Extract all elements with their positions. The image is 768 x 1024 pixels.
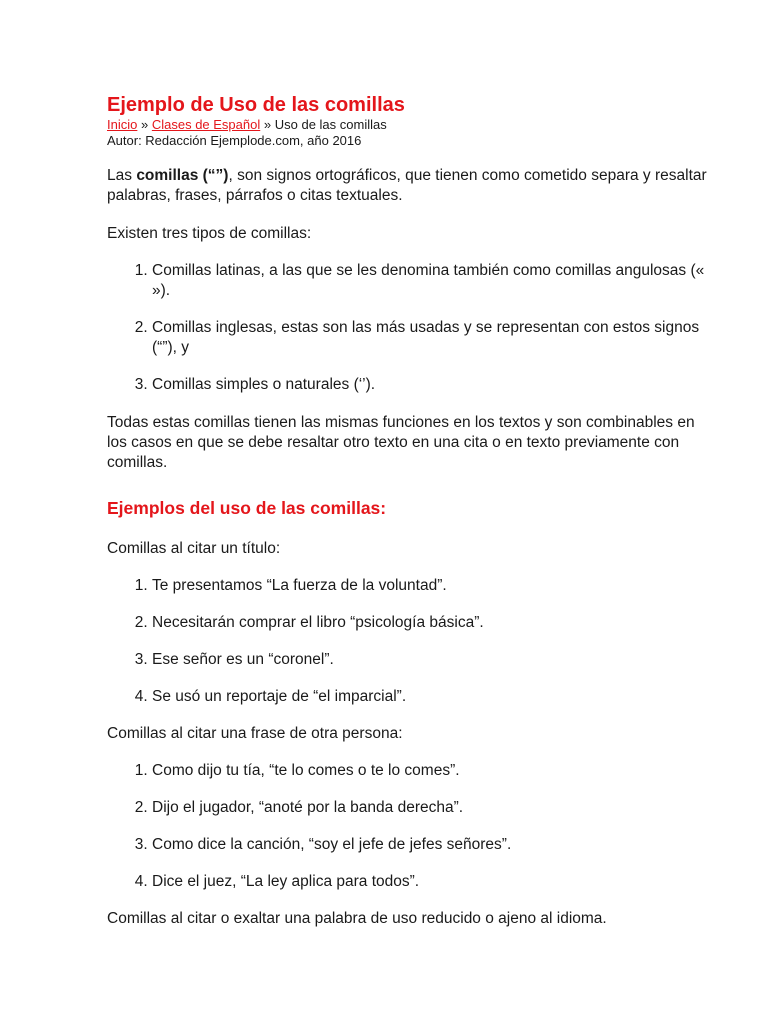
breadcrumb-link-home[interactable]: Inicio [107, 117, 138, 132]
types-intro: Existen tres tipos de comillas: [107, 225, 312, 242]
title-quotes-intro: Comillas al citar un título: [107, 540, 281, 557]
list-item: 3. Como dice la canción, “soy el jefe de jefes señores”. [152, 835, 708, 855]
list-item: 4. Dice el juez, “La ley aplica para todos”. [152, 872, 708, 892]
intro-prefix: Las [107, 167, 137, 184]
types-list [107, 261, 708, 395]
list-item: 1. Comillas latinas, a las que se les denomina también como comillas angulosas (« »). [152, 261, 708, 301]
phrase-quotes-intro: Comillas al citar una frase de otra persona: [107, 725, 403, 742]
section-heading: Ejemplos del uso de las comillas: [107, 498, 387, 518]
author-line: Autor: Redacción Ejemplode.com, año 2016 [107, 133, 362, 148]
intro-suffix: , son signos ortográficos, que tienen como cometido separa y resaltar palabras, frases, párrafos o citas textuales. [107, 167, 707, 204]
breadcrumb-current: Uso de las comillas [274, 117, 387, 132]
breadcrumb-separator: » [140, 117, 149, 132]
functions-paragraph: Todas estas comillas tienen las mismas funciones en los textos y son combinables en los casos en que se debe resaltar otro texto en una cita o en texto previamente con comillas. [107, 414, 695, 471]
list-item: 1. Como dijo tu tía, “te lo comes o te lo comes”. [152, 761, 708, 781]
word-quotes-intro: Comillas al citar o exaltar una palabra de uso reducido o ajeno al idioma. [107, 910, 607, 927]
list-item: 3. Ese señor es un “coronel”. [152, 650, 708, 670]
breadcrumb-separator: » [263, 117, 272, 132]
intro-bold-term: comillas (“”) [136, 167, 229, 184]
list-item: 2. Dijo el jugador, “anoté por la banda derecha”. [152, 798, 708, 818]
list-item: 4. Se usó un reportaje de “el imparcial”. [152, 687, 708, 707]
list-item: 1. Te presentamos “La fuerza de la voluntad”. [152, 576, 708, 596]
list-item: 2. Comillas inglesas, estas son las más usadas y se representan con estos signos (“”), y [152, 318, 708, 358]
intro-paragraph [107, 166, 708, 206]
phrase-examples-list [107, 761, 708, 892]
breadcrumb [107, 117, 708, 133]
page-title: Ejemplo de Uso de las comillas [107, 94, 405, 116]
list-item: 2. Necesitarán comprar el libro “psicología básica”. [152, 613, 708, 633]
breadcrumb-link-category[interactable]: Clases de Español [151, 117, 261, 132]
list-item: 3. Comillas simples o naturales (‘’). [152, 375, 708, 395]
title-examples-list [107, 576, 708, 707]
